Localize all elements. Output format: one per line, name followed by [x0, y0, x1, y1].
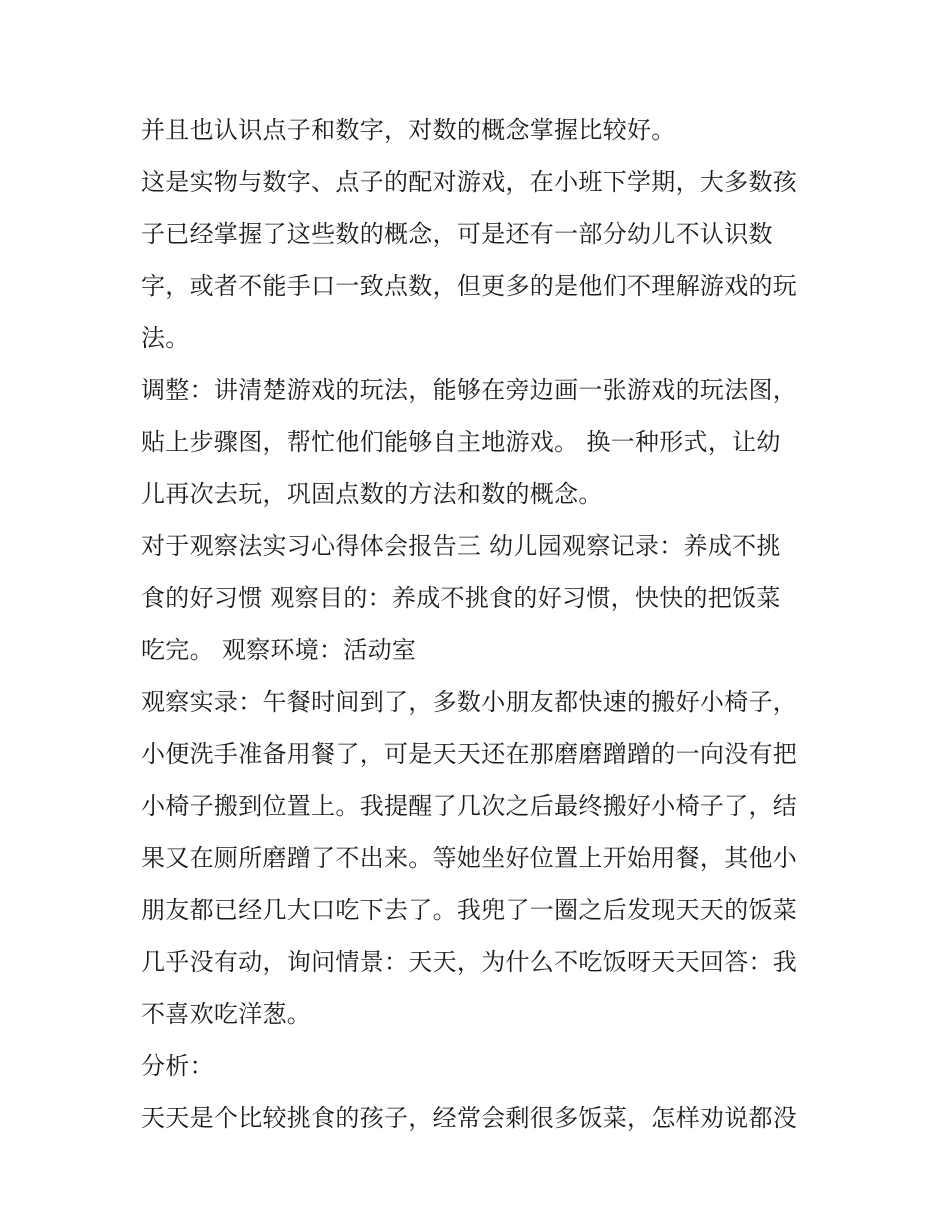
text-line: 小便洗手准备用餐了，可是天天还在那磨磨蹭蹭的一向没有把: [141, 740, 798, 768]
text-line: 吃完。 观察环境：活动室: [141, 636, 417, 664]
text-line: 调整：讲清楚游戏的玩法，能够在旁边画一张游戏的玩法图，: [141, 376, 798, 404]
text-line: 对于观察法实习心得体会报告三 幼儿园观察记录：养成不挑: [141, 532, 781, 560]
text-line: 不喜欢吃洋葱。: [141, 1000, 312, 1028]
text-line: 贴上步骤图，帮忙他们能够自主地游戏。 换一种形式，让幼: [141, 428, 781, 456]
document-body: [141, 104, 841, 1144]
text-line: 儿再次去玩，巩固点数的方法和数的概念。: [141, 480, 603, 508]
text-line: 观察实录：午餐时间到了，多数小朋友都快速的搬好小椅子，: [141, 688, 798, 716]
text-line: 字，或者不能手口一致点数，但更多的是他们不理解游戏的玩: [141, 272, 798, 300]
text-line: 食的好习惯 观察目的：养成不挑食的好习惯，快快的把饭菜: [141, 584, 781, 612]
text-line: 并且也认识点子和数字，对数的概念掌握比较好。: [141, 116, 676, 144]
text-line: 朋友都已经几大口吃下去了。我兜了一圈之后发现天天的饭菜: [141, 896, 798, 924]
text-line: 几乎没有动，询问情景：天天，为什么不吃饭呀天天回答：我: [141, 948, 798, 976]
text-line: 法。: [141, 324, 190, 352]
text-line: 子已经掌握了这些数的概念，可是还有一部分幼儿不认识数: [141, 220, 773, 248]
text-line: 小椅子搬到位置上。我提醒了几次之后最终搬好小椅子了，结: [141, 792, 798, 820]
section-heading: 分析：: [141, 1052, 214, 1080]
text-line: 天天是个比较挑食的孩子，经常会剩很多饭菜，怎样劝说都没: [141, 1104, 798, 1132]
text-line: 这是实物与数字、点子的配对游戏，在小班下学期，大多数孩: [141, 168, 798, 196]
text-line: 果又在厕所磨蹭了不出来。等她坐好位置上开始用餐，其他小: [141, 844, 798, 872]
